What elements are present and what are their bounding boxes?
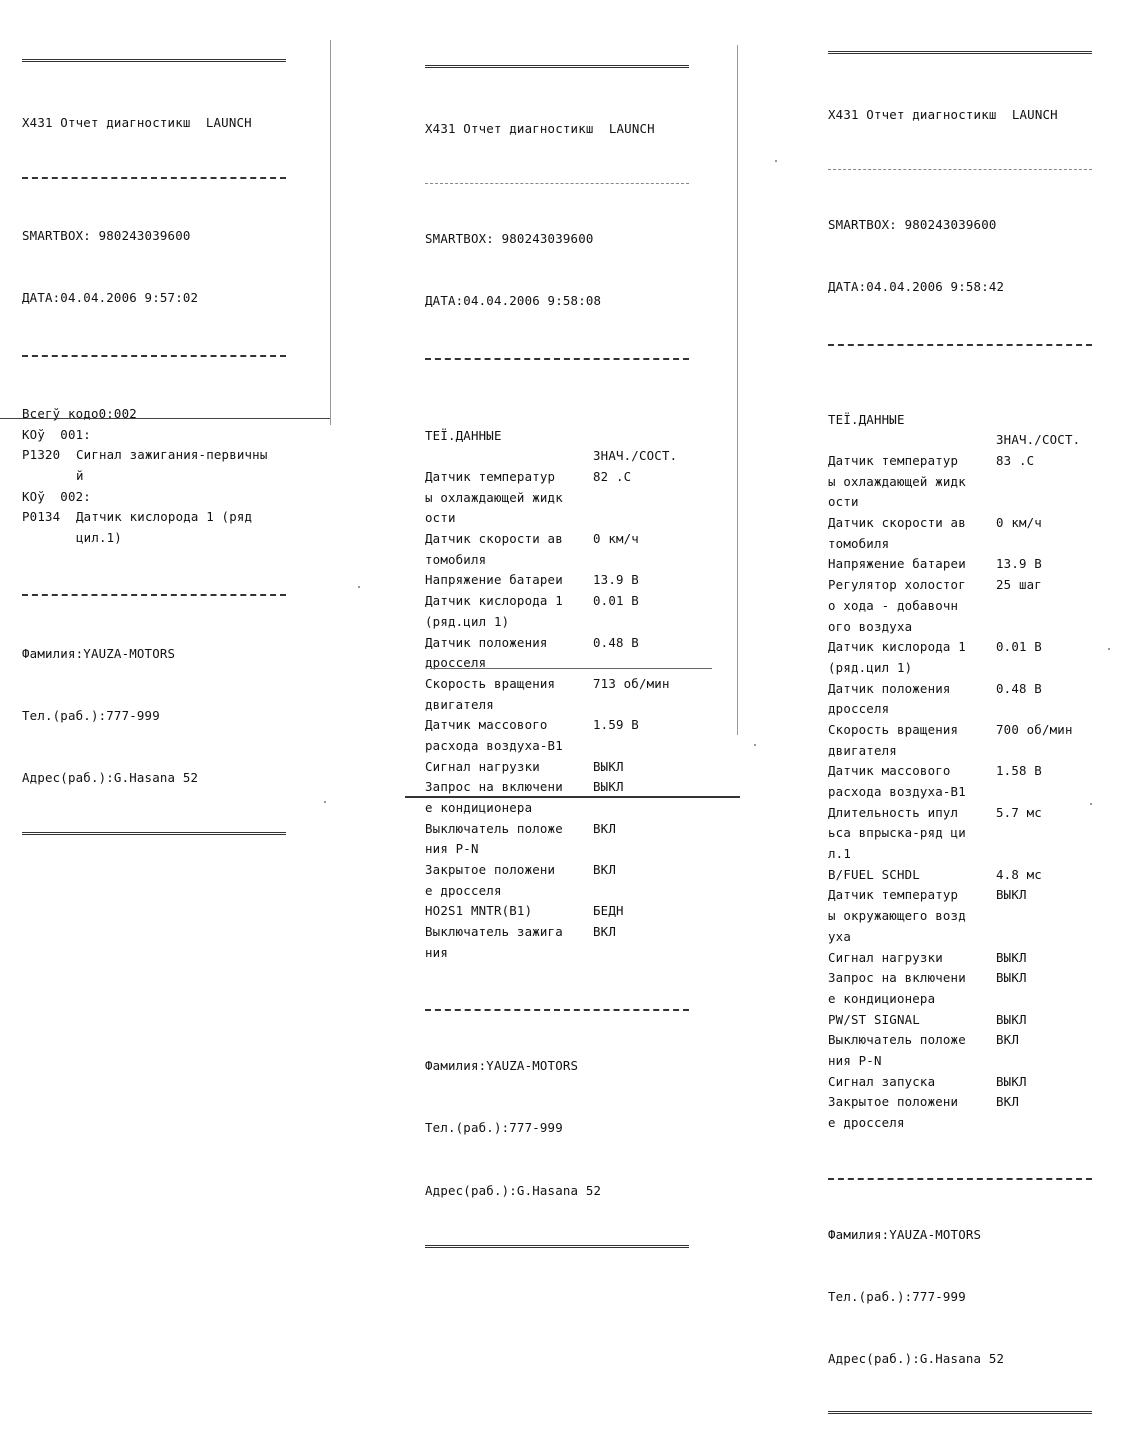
row-label: ы окружающего возд [828, 908, 966, 924]
receipt-title: X431 Отчет диагностикш LAUNCH [425, 120, 655, 136]
table-row [425, 570, 689, 591]
paper-edge [737, 45, 738, 735]
table-row [828, 596, 1092, 617]
row-value: ВЫКЛ [996, 887, 1027, 903]
row-label: ния [425, 944, 448, 960]
header-value-label: ЗНАЧ./СОСТ. [593, 448, 678, 464]
scan-speck [1090, 803, 1092, 805]
table-row [828, 1010, 1092, 1031]
table-row [828, 492, 1092, 513]
table-row [425, 736, 689, 757]
row-label: P0134 [22, 509, 61, 525]
table-row [22, 425, 286, 446]
row-label: дросселя [425, 655, 487, 671]
row-value: й [76, 467, 84, 483]
row-label: Выключатель положе [828, 1032, 966, 1048]
paper-edge [405, 796, 740, 798]
table-row [828, 761, 1092, 782]
footer-address: Адрес(раб.):G.Hasana 52 [22, 769, 199, 785]
row-label: л.1 [828, 846, 851, 862]
table-row [828, 699, 1092, 720]
report-date: ДАТА:04.04.2006 9:57:02 [22, 290, 199, 306]
row-label: ния P-N [828, 1052, 882, 1068]
table-row [828, 741, 1092, 762]
row-value: Датчик кислорода 1 (ряд [76, 509, 253, 525]
table-row [828, 451, 1092, 472]
header-data-label: ТЕЇ.ДАННЫЕ [828, 411, 905, 427]
row-label: Скорость вращения [425, 675, 556, 691]
table-row [828, 679, 1092, 700]
row-label: ы охлаждающей жидк [828, 473, 966, 489]
table-row [425, 488, 689, 509]
table-row [425, 674, 689, 695]
row-value: 0.48 В [593, 634, 639, 650]
separator [828, 1411, 1092, 1414]
separator [828, 51, 1092, 54]
table-row [22, 487, 286, 508]
row-value: 700 об/мин [996, 721, 1073, 737]
smartbox-id: SMARTBOX: 980243039600 [22, 228, 191, 244]
table-row [425, 467, 689, 488]
footer-surname: Фамилия:YAUZA-MOTORS [828, 1226, 982, 1242]
row-label: Датчик температур [828, 453, 959, 468]
row-value: ВЫКЛ [593, 779, 624, 795]
row-value: 83 .C [996, 453, 1035, 468]
receipt-title: X431 Отчет диагностикш LAUNCH [828, 106, 1058, 122]
receipt-title: X431 Отчет диагностикш LAUNCH [22, 114, 252, 130]
row-label: ого воздуха [828, 618, 913, 634]
smartbox-id: SMARTBOX: 980243039600 [828, 217, 997, 233]
table-row [828, 513, 1092, 534]
paper-edge [330, 40, 331, 425]
separator [425, 183, 689, 184]
header-data-label: ТЕЇ.ДАННЫЕ [425, 427, 502, 443]
row-label: Закрытое положени [828, 1094, 959, 1110]
row-value: 82 .C [593, 469, 632, 484]
table-row [828, 575, 1092, 596]
table-row [828, 1030, 1092, 1051]
row-label: ы охлаждающей жидк [425, 489, 563, 505]
table-row [425, 612, 689, 633]
row-label: Длительность ипул [828, 804, 959, 820]
diagnostic-receipt-1 [22, 18, 286, 865]
row-value: ВКЛ [996, 1094, 1019, 1110]
table-row [828, 1092, 1092, 1113]
fault-code-list [22, 404, 286, 549]
row-label: Выключатель зажига [425, 924, 563, 940]
table-row [828, 617, 1092, 638]
footer-surname: Фамилия:YAUZA-MOTORS [22, 645, 176, 661]
separator [828, 169, 1092, 170]
separator [22, 177, 286, 179]
table-row [828, 823, 1092, 844]
row-label: Датчик кислорода 1 [828, 639, 966, 655]
table-row [425, 715, 689, 736]
row-label: КОў 001: [22, 426, 91, 442]
table-row [828, 554, 1092, 575]
row-label: о хода - добавочн [828, 597, 959, 613]
separator [425, 1009, 689, 1011]
table-row [425, 591, 689, 612]
row-label: Датчик массового [425, 717, 548, 733]
scan-speck [324, 801, 326, 803]
table-row [828, 1113, 1092, 1134]
footer-phone: Тел.(раб.):777-999 [425, 1120, 563, 1136]
table-row [425, 633, 689, 654]
row-label: двигателя [828, 742, 897, 758]
row-label: P1320 [22, 447, 61, 463]
table-row [22, 404, 286, 425]
diagnostic-receipt-3 [828, 10, 1092, 1443]
table-row [828, 472, 1092, 493]
separator [425, 1245, 689, 1248]
table-row [425, 943, 689, 964]
row-label: Датчик температур [828, 887, 959, 903]
footer-address: Адрес(раб.):G.Hasana 52 [425, 1182, 602, 1198]
row-label: Напряжение батареи [425, 572, 563, 588]
table-row [425, 508, 689, 529]
row-label: Сигнал нагрузки [828, 949, 943, 965]
row-label: е кондиционера [425, 800, 533, 815]
table-row [425, 922, 689, 943]
table-row [828, 658, 1092, 679]
row-value: 0 км/ч [593, 531, 639, 547]
scan-speck [754, 744, 756, 746]
report-date: ДАТА:04.04.2006 9:58:08 [425, 293, 602, 309]
smartbox-id: SMARTBOX: 980243039600 [425, 231, 594, 247]
row-label: Датчик скорости ав [828, 515, 966, 531]
table-row [425, 860, 689, 881]
row-label: ости [828, 494, 859, 510]
table-row [425, 881, 689, 902]
table-row [828, 1051, 1092, 1072]
table-row [425, 819, 689, 840]
row-value: цил.1) [76, 530, 122, 546]
table-row [22, 466, 286, 487]
row-label: е дросселя [425, 882, 502, 898]
separator [425, 358, 689, 360]
table-row [425, 695, 689, 716]
table-row [22, 528, 286, 549]
separator [828, 344, 1092, 346]
row-label: дросселя [828, 701, 890, 717]
table-row [828, 1072, 1092, 1093]
sensor-data-table [425, 467, 689, 964]
row-label: томобиля [425, 551, 487, 567]
row-label: Сигнал нагрузки [425, 758, 540, 774]
row-label: е дросселя [828, 1115, 905, 1130]
row-label: Сигнал запуска [828, 1073, 936, 1089]
row-label: Датчик положения [828, 680, 951, 696]
table-row [828, 720, 1092, 741]
row-value: 13.9 В [996, 556, 1042, 572]
row-value: ВКЛ [593, 862, 616, 878]
paper-edge [430, 668, 712, 669]
table-row [425, 901, 689, 922]
table-row [828, 989, 1092, 1010]
row-label: томобиля [828, 535, 890, 551]
table-row [425, 653, 689, 674]
table-row [828, 534, 1092, 555]
header-value-label: ЗНАЧ./СОСТ. [996, 432, 1081, 448]
table-row [828, 637, 1092, 658]
row-label: КОў 002: [22, 488, 91, 504]
footer-phone: Тел.(раб.):777-999 [828, 1288, 966, 1304]
row-label: Регулятор холостог [828, 577, 966, 593]
row-label: Запрос на включени [425, 779, 563, 795]
footer-phone: Тел.(раб.):777-999 [22, 707, 160, 723]
table-row [425, 777, 689, 798]
row-label: Запрос на включени [828, 970, 966, 986]
table-row [828, 885, 1092, 906]
report-date: ДАТА:04.04.2006 9:58:42 [828, 279, 1005, 295]
row-label: ния P-N [425, 841, 479, 857]
separator [22, 832, 286, 835]
row-label: ости [425, 510, 456, 526]
row-value: ВКЛ [593, 924, 616, 940]
row-label: е кондиционера [828, 990, 936, 1006]
table-row [828, 906, 1092, 927]
row-value: 1.59 В [593, 717, 639, 733]
row-value: 1.58 В [996, 763, 1042, 779]
row-value: 25 шаг [996, 577, 1042, 593]
row-label: Датчик положения [425, 634, 548, 650]
row-value: 0.48 В [996, 680, 1042, 696]
table-row [425, 798, 689, 819]
row-label: Всегў кодо0:002 [22, 405, 137, 421]
row-label: (ряд.цил 1) [425, 613, 510, 629]
row-label: B/FUEL SCHDL [828, 866, 920, 882]
footer-address: Адрес(раб.):G.Hasana 52 [828, 1350, 1005, 1366]
row-label: Датчик массового [828, 763, 951, 779]
row-label: расхода воздуха-B1 [425, 737, 563, 753]
table-row [425, 529, 689, 550]
separator [425, 65, 689, 68]
scan-speck [358, 586, 360, 588]
row-label: Датчик температур [425, 469, 556, 484]
sensor-data-table [828, 451, 1092, 1134]
table-row [425, 757, 689, 778]
row-value: Сигнал зажигания-первичны [76, 447, 268, 463]
table-row [828, 927, 1092, 948]
table-header [425, 405, 689, 464]
row-label: Выключатель положе [425, 820, 563, 836]
separator [22, 594, 286, 596]
row-label: Датчик скорости ав [425, 531, 563, 547]
row-value: ВКЛ [996, 1032, 1019, 1048]
separator [22, 355, 286, 357]
table-row [22, 445, 286, 466]
row-value: ВЫКЛ [996, 970, 1027, 986]
row-label: двигателя [425, 696, 494, 712]
row-label: ьса впрыска-ряд ци [828, 825, 966, 841]
row-value: ВЫКЛ [996, 1073, 1027, 1089]
row-value: ВЫКЛ [996, 1011, 1027, 1027]
table-row [828, 844, 1092, 865]
table-row [425, 839, 689, 860]
row-value: 4.8 мс [996, 866, 1042, 882]
table-row [828, 865, 1092, 886]
row-value: БЕДН [593, 903, 624, 919]
row-label: уха [828, 928, 851, 944]
table-row [828, 782, 1092, 803]
diagnostic-receipt-2 [425, 24, 689, 1277]
table-row [425, 550, 689, 571]
row-label: Закрытое положени [425, 862, 556, 878]
row-label: HO2S1 MNTR(B1) [425, 903, 533, 919]
scan-speck [775, 160, 777, 162]
separator [22, 59, 286, 62]
table-row [828, 968, 1092, 989]
table-row [828, 803, 1092, 824]
row-label: Датчик кислорода 1 [425, 593, 563, 609]
table-row [22, 507, 286, 528]
row-value: ВЫКЛ [996, 949, 1027, 965]
row-value: ВЫКЛ [593, 758, 624, 774]
row-value: 0.01 В [593, 593, 639, 609]
paper-edge [0, 418, 330, 419]
row-label: Напряжение батареи [828, 556, 966, 572]
row-label: расхода воздуха-B1 [828, 784, 966, 799]
row-value: 713 об/мин [593, 675, 670, 691]
row-value: 5.7 мс [996, 804, 1042, 820]
table-row [828, 948, 1092, 969]
row-value: ВКЛ [593, 820, 616, 836]
row-value: 0 км/ч [996, 515, 1042, 531]
row-value: 13.9 В [593, 572, 639, 588]
scan-speck [1108, 648, 1110, 650]
row-label: (ряд.цил 1) [828, 659, 913, 675]
row-label: PW/ST SIGNAL [828, 1011, 920, 1027]
row-value: 0.01 В [996, 639, 1042, 655]
footer-surname: Фамилия:YAUZA-MOTORS [425, 1058, 579, 1074]
row-label: Скорость вращения [828, 721, 959, 737]
separator [828, 1178, 1092, 1180]
table-header [828, 389, 1092, 448]
